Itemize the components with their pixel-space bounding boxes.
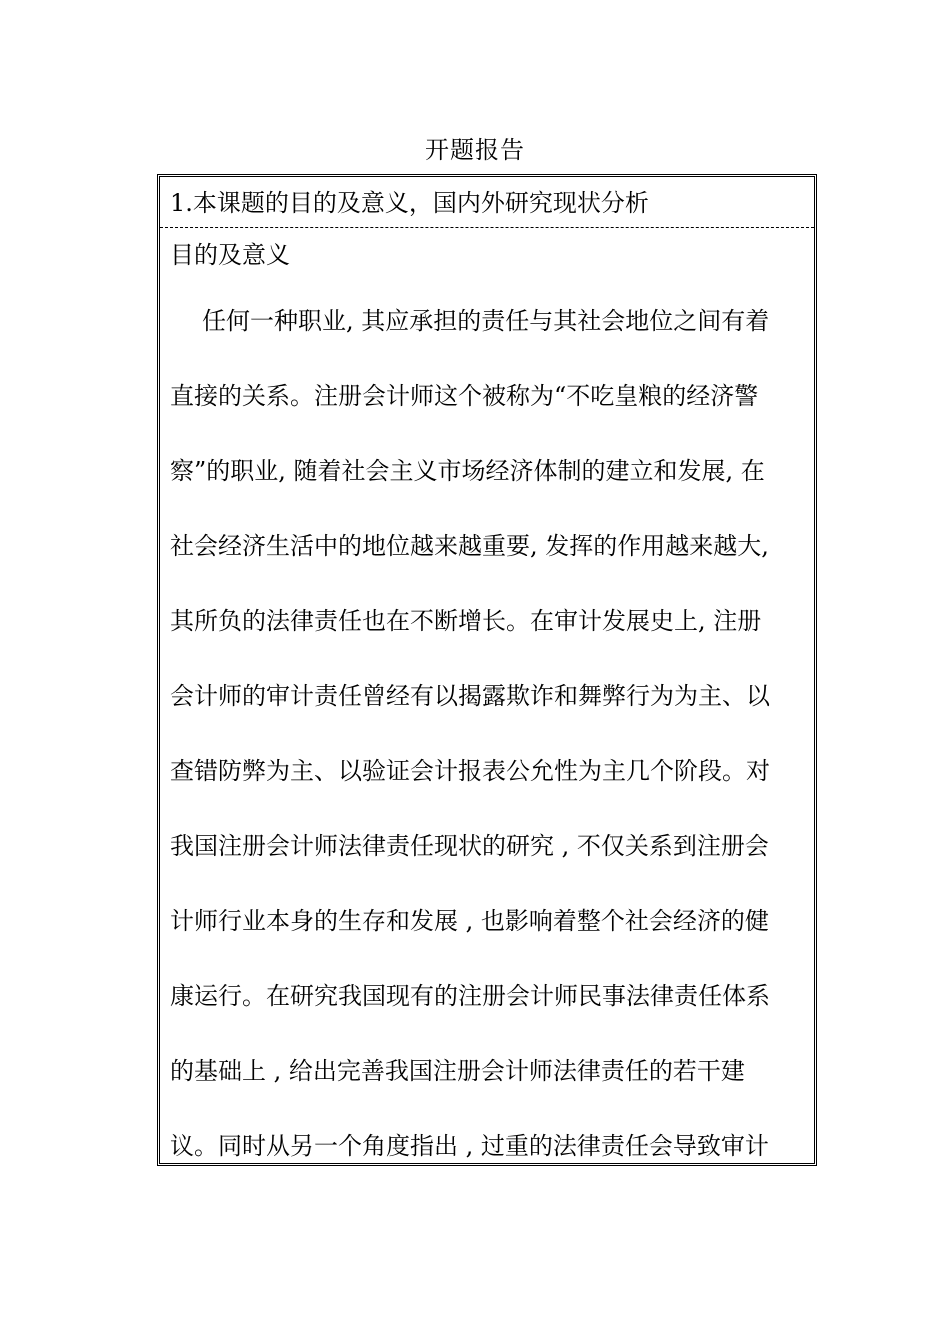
paragraph-line: 会计师的审计责任曾经有以揭露欺诈和舞弊行为为主、以 — [170, 682, 770, 710]
section-header-text: 1.本课题的目的及意义，国内外研究现状分析 — [170, 189, 649, 217]
paragraph-line: 社会经济生活中的地位越来越重要, 发挥的作用越来越大, — [170, 532, 769, 560]
section-header-row — [160, 177, 814, 228]
subheading-purpose: 目的及意义 — [170, 241, 290, 269]
document-title: 开题报告 — [425, 136, 525, 164]
paragraph-line: 议。同时从另一个角度指出 , 过重的法律责任会导致审计 — [170, 1132, 769, 1160]
paragraph-line: 察”的职业, 随着社会主义市场经济体制的建立和发展, 在 — [170, 457, 765, 485]
paragraph-line: 任何一种职业, 其应承担的责任与其社会地位之间有着 — [178, 307, 770, 335]
paragraph-line: 我国注册会计师法律责任现状的研究 , 不仅关系到注册会 — [170, 832, 769, 860]
paragraph-line: 的基础上 , 给出完善我国注册会计师法律责任的若干建 — [170, 1057, 745, 1085]
paragraph-line: 计师行业本身的生存和发展 , 也影响着整个社会经济的健 — [170, 907, 769, 935]
report-table — [157, 174, 817, 1166]
paragraph-line: 查错防弊为主、以验证会计报表公允性为主几个阶段。对 — [170, 757, 770, 785]
paragraph-line: 其所负的法律责任也在不断增长。在审计发展史上, 注册 — [170, 607, 762, 635]
paragraph-line: 康运行。在研究我国现有的注册会计师民事法律责任体系 — [170, 982, 770, 1010]
paragraph-line: 直接的关系。注册会计师这个被称为“不吃皇粮的经济警 — [170, 382, 759, 410]
